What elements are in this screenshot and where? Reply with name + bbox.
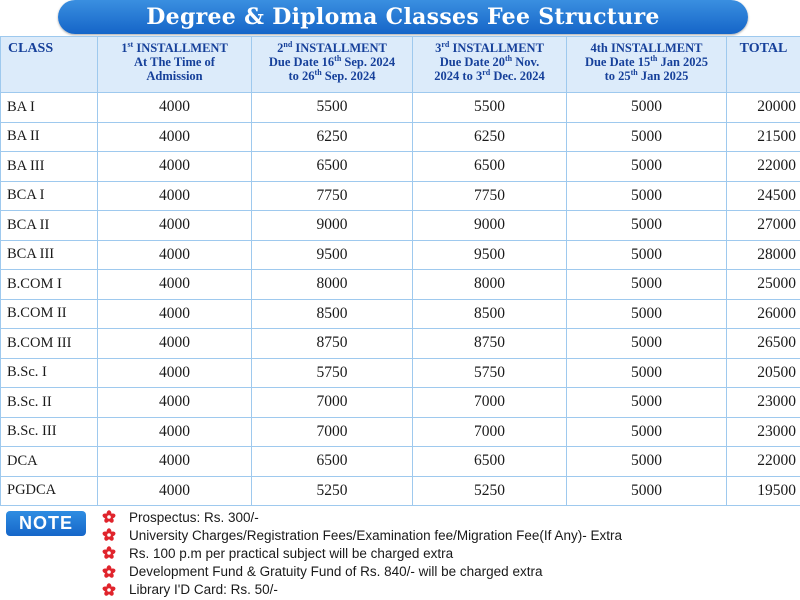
cell-installment-4: 5000: [567, 122, 727, 152]
cell-total: 23000: [727, 388, 800, 418]
note-text: University Charges/Registration Fees/Examination fee/Migration Fee(If Any)- Extra: [129, 527, 622, 543]
table-row: [1, 122, 800, 152]
cell-class: PGDCA: [1, 476, 98, 506]
cell-class: BCA I: [1, 181, 98, 211]
table-row: [1, 152, 800, 182]
cell-installment-4: 5000: [567, 417, 727, 447]
cell-installment-4: 5000: [567, 388, 727, 418]
cell-installment-1: 4000: [98, 181, 252, 211]
cell-installment-3: 8000: [413, 270, 567, 300]
table-row: [1, 417, 800, 447]
red-flower-icon: [102, 583, 116, 597]
note-text: Library I'D Card: Rs. 50/-: [129, 582, 278, 598]
cell-total: 20500: [727, 358, 800, 388]
note-item: [102, 508, 622, 526]
cell-installment-4: 5000: [567, 476, 727, 506]
header-installment-2: 2nd INSTALLMENT Due Date 16th Sep. 2024 to 26th Sep. 2024: [252, 37, 413, 93]
cell-installment-1: 4000: [98, 417, 252, 447]
cell-installment-3: 8750: [413, 329, 567, 359]
cell-total: 21500: [727, 122, 800, 152]
cell-total: 26500: [727, 329, 800, 359]
cell-installment-1: 4000: [98, 211, 252, 241]
header-total: TOTAL: [727, 37, 800, 93]
header-class: CLASS: [1, 37, 98, 93]
table-row: [1, 388, 800, 418]
cell-total: 27000: [727, 211, 800, 241]
cell-installment-4: 5000: [567, 181, 727, 211]
note-text: Rs. 100 p.m per practical subject will be charged extra: [129, 545, 454, 561]
cell-installment-3: 5500: [413, 93, 567, 123]
table-row: [1, 447, 800, 477]
cell-installment-2: 5250: [252, 476, 413, 506]
cell-installment-3: 6250: [413, 122, 567, 152]
cell-class: BA III: [1, 152, 98, 182]
note-text: Development Fund & Gratuity Fund of Rs. 840/- will be charged extra: [129, 564, 543, 580]
note-item: [102, 544, 622, 562]
cell-installment-2: 8500: [252, 299, 413, 329]
cell-installment-1: 4000: [98, 329, 252, 359]
cell-installment-4: 5000: [567, 152, 727, 182]
cell-class: B.Sc. II: [1, 388, 98, 418]
cell-total: 22000: [727, 447, 800, 477]
cell-installment-3: 8500: [413, 299, 567, 329]
red-flower-icon: [102, 565, 116, 579]
cell-installment-2: 9500: [252, 240, 413, 270]
cell-installment-1: 4000: [98, 122, 252, 152]
header-installment-4: 4th INSTALLMENT Due Date 15th Jan 2025 to 25th Jan 2025: [567, 37, 727, 93]
cell-installment-2: 5500: [252, 93, 413, 123]
cell-installment-1: 4000: [98, 476, 252, 506]
fee-table: [0, 36, 800, 506]
cell-class: B.Sc. I: [1, 358, 98, 388]
cell-installment-2: 9000: [252, 211, 413, 241]
table-row: [1, 240, 800, 270]
cell-installment-3: 5250: [413, 476, 567, 506]
note-item: [102, 526, 622, 544]
red-flower-icon: [102, 546, 116, 560]
cell-installment-1: 4000: [98, 299, 252, 329]
cell-installment-2: 6250: [252, 122, 413, 152]
cell-class: B.COM III: [1, 329, 98, 359]
red-flower-icon: [102, 528, 116, 542]
cell-installment-1: 4000: [98, 270, 252, 300]
cell-installment-3: 9500: [413, 240, 567, 270]
note-text: Prospectus: Rs. 300/-: [129, 509, 259, 525]
table-row: [1, 211, 800, 241]
header-row: [1, 37, 800, 93]
notes-list: [102, 508, 622, 599]
cell-installment-2: 7000: [252, 388, 413, 418]
cell-installment-2: 6500: [252, 447, 413, 477]
cell-installment-2: 7000: [252, 417, 413, 447]
header-installment-1: 1st INSTALLMENT At The Time of Admission: [98, 37, 252, 93]
table-row: [1, 476, 800, 506]
cell-class: DCA: [1, 447, 98, 477]
note-item: [102, 563, 622, 581]
cell-total: 19500: [727, 476, 800, 506]
cell-installment-4: 5000: [567, 358, 727, 388]
cell-installment-2: 8000: [252, 270, 413, 300]
cell-installment-4: 5000: [567, 299, 727, 329]
cell-installment-4: 5000: [567, 93, 727, 123]
cell-installment-4: 5000: [567, 447, 727, 477]
cell-installment-2: 6500: [252, 152, 413, 182]
note-badge: NOTE: [6, 511, 86, 536]
cell-installment-2: 8750: [252, 329, 413, 359]
cell-installment-4: 5000: [567, 211, 727, 241]
cell-installment-3: 7000: [413, 388, 567, 418]
cell-installment-1: 4000: [98, 358, 252, 388]
cell-installment-3: 7750: [413, 181, 567, 211]
cell-installment-3: 9000: [413, 211, 567, 241]
table-row: [1, 270, 800, 300]
table-row: [1, 93, 800, 123]
cell-total: 24500: [727, 181, 800, 211]
cell-total: 26000: [727, 299, 800, 329]
cell-installment-3: 6500: [413, 152, 567, 182]
fee-table-body: [1, 93, 800, 506]
cell-class: B.COM I: [1, 270, 98, 300]
cell-installment-4: 5000: [567, 240, 727, 270]
table-row: [1, 358, 800, 388]
table-row: [1, 329, 800, 359]
cell-class: B.COM II: [1, 299, 98, 329]
cell-total: 20000: [727, 93, 800, 123]
cell-installment-1: 4000: [98, 447, 252, 477]
cell-installment-4: 5000: [567, 329, 727, 359]
cell-installment-4: 5000: [567, 270, 727, 300]
cell-total: 28000: [727, 240, 800, 270]
cell-class: BCA II: [1, 211, 98, 241]
cell-installment-3: 5750: [413, 358, 567, 388]
cell-total: 25000: [727, 270, 800, 300]
cell-installment-2: 5750: [252, 358, 413, 388]
cell-class: B.Sc. III: [1, 417, 98, 447]
table-row: [1, 181, 800, 211]
note-item: [102, 581, 622, 599]
page-title: Degree & Diploma Classes Fee Structure: [146, 4, 660, 30]
cell-class: BA I: [1, 93, 98, 123]
cell-installment-1: 4000: [98, 388, 252, 418]
cell-installment-2: 7750: [252, 181, 413, 211]
table-row: [1, 299, 800, 329]
cell-installment-1: 4000: [98, 152, 252, 182]
cell-class: BCA III: [1, 240, 98, 270]
cell-total: 22000: [727, 152, 800, 182]
header-installment-3: 3rd INSTALLMENT Due Date 20th Nov. 2024 to 3rd Dec. 2024: [413, 37, 567, 93]
cell-total: 23000: [727, 417, 800, 447]
cell-class: BA II: [1, 122, 98, 152]
title-banner: [58, 0, 748, 34]
cell-installment-1: 4000: [98, 93, 252, 123]
cell-installment-3: 6500: [413, 447, 567, 477]
cell-installment-3: 7000: [413, 417, 567, 447]
cell-installment-1: 4000: [98, 240, 252, 270]
red-flower-icon: [102, 510, 116, 524]
